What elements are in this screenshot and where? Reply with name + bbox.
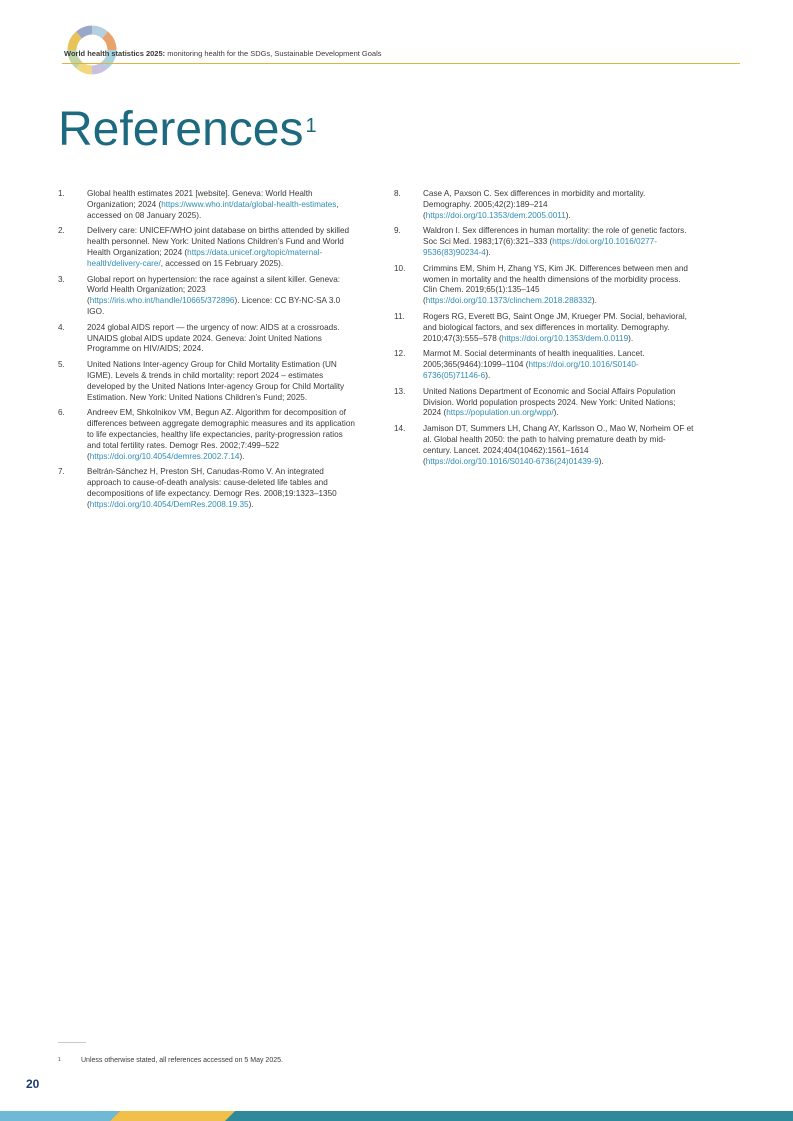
- reference-citation: Andreev EM, Shkolnikov VM, Begun AZ. Algorithm for decomposition of differences between aggregate demographic measures and its application to life expectancies, healthy life expectancies, parity-progression ratios and total fertility rates. Demogr Res. 2002;7:499–522 (: [87, 408, 355, 461]
- reference-text: [423, 424, 694, 467]
- reference-item: [394, 226, 694, 258]
- reference-number: 12.: [394, 349, 406, 359]
- header-title-bold: World health statistics 2025:: [64, 49, 166, 58]
- reference-item: [394, 349, 694, 381]
- reference-citation: Crimmins EM, Shim H, Zhang YS, Kim JK. Differences between men and women in mortality and the health dimensions of the morbidity process. Clin Chem. 2019;65(1):135–145 (: [423, 263, 688, 306]
- reference-tail: ).: [239, 451, 245, 461]
- reference-tail: ).: [598, 456, 604, 466]
- header-title: [64, 49, 382, 58]
- reference-citation: Delivery care: UNICEF/WHO joint database on births attended by skilled health personnel. New York: United Nations Children’s Fund and World Health Organization; 2024 (: [87, 226, 350, 257]
- reference-tail: ).: [591, 296, 597, 306]
- reference-item: [394, 264, 694, 307]
- reference-item: [58, 189, 358, 221]
- reference-text: [87, 189, 358, 221]
- reference-citation: 2024 global AIDS report — the urgency of now: AIDS at a crossroads. UNAIDS global AIDS update 2024. Geneva: Joint United Nations Programme on HIV/AIDS; 2024.: [87, 322, 340, 354]
- reference-text: [423, 349, 694, 381]
- reference-text: [87, 226, 358, 269]
- reference-tail: ).: [628, 333, 634, 343]
- reference-item: [58, 275, 358, 318]
- reference-item: [58, 467, 358, 510]
- bottom-color-band: [0, 1111, 793, 1121]
- reference-number: 9.: [394, 226, 401, 236]
- header-rule: [62, 63, 740, 64]
- reference-link[interactable]: https://doi.org/10.4054/DemRes.2008.19.35: [89, 499, 249, 509]
- reference-text: [423, 312, 694, 344]
- reference-citation: Marmot M. Social determinants of health inequalities. Lancet. 2005;365(9464):1099–1104 (: [423, 349, 645, 370]
- reference-item: [394, 424, 694, 467]
- reference-link[interactable]: https://population.un.org/wpp/: [446, 408, 554, 418]
- reference-link[interactable]: https://doi.org/10.1016/S0140-6736(24)01439-9: [425, 456, 599, 466]
- reference-citation: United Nations Inter-agency Group for Child Mortality Estimation (UN IGME). Levels & trends in child mortality: report 2024 – estimates developed by the United Nations Inter-agency Group for Child Mortality Estimation. New York: United Nations Children’s Fund; 2025.: [87, 360, 345, 402]
- reference-link[interactable]: https://iris.who.int/handle/10665/372896: [89, 296, 235, 306]
- page-title-text: References: [58, 103, 304, 156]
- reference-citation: Global report on hypertension: the race against a silent killer. Geneva: World Health Organization; 2023 (: [87, 274, 341, 306]
- reference-citation: Case A, Paxson C. Sex differences in morbidity and mortality. Demography. 2005;42(2):189–214 (: [423, 189, 646, 220]
- references-right-column: [394, 189, 694, 472]
- reference-tail: ).: [565, 210, 571, 220]
- reference-number: 13.: [394, 386, 406, 396]
- reference-item: [58, 360, 358, 403]
- reference-number: 5.: [58, 360, 65, 370]
- reference-link[interactable]: https://data.unicef.org/topic/maternal-health/delivery-care/: [87, 247, 323, 268]
- reference-number: 10.: [394, 263, 406, 273]
- footnote-text: Unless otherwise stated, all references accessed on 5 May 2025.: [81, 1057, 283, 1064]
- reference-tail: ).: [485, 370, 491, 380]
- reference-text: [87, 323, 358, 355]
- reference-item: [394, 387, 694, 419]
- reference-text: [87, 275, 358, 318]
- reference-number: 3.: [58, 274, 65, 284]
- reference-tail: ). Licence: CC BY-NC-SA 3.0 IGO.: [87, 296, 341, 316]
- reference-item: [58, 408, 358, 462]
- reference-citation: Beltrán-Sánchez H, Preston SH, Canudas-Romo V. An integrated approach to cause-of-death analysis: cause-deleted life tables and decompositions of life expectancy. Demogr Res. 2008;19:1323–1350 (: [87, 467, 337, 509]
- footnote-rule: [58, 1042, 86, 1043]
- reference-text: [423, 226, 694, 258]
- reference-tail: ).: [553, 408, 559, 418]
- reference-text: [87, 360, 358, 403]
- reference-tail: ).: [485, 247, 491, 257]
- reference-text: [423, 189, 694, 221]
- footnote: [58, 1057, 283, 1064]
- reference-item: [394, 189, 694, 221]
- reference-citation: Jamison DT, Summers LH, Chang AY, Karlsson O., Mao W, Norheim OF et al. Global health 2050: the path to halving premature death by mid-century. Lancet. 2024;404(10462):1561–1614 (: [423, 424, 694, 466]
- title-footnote-marker: 1: [305, 115, 317, 137]
- footnote-marker: 1: [58, 1057, 61, 1063]
- references-left-column: [58, 189, 358, 516]
- reference-number: 6.: [58, 408, 65, 418]
- reference-link[interactable]: https://doi.org/10.1016/0277-9536(83)90234-4: [423, 237, 657, 257]
- reference-item: [394, 312, 694, 344]
- reference-citation: Rogers RG, Everett BG, Saint Onge JM, Krueger PM. Social, behavioral, and biological factors, and sex differences in mortality. Demography. 2010;47(3):555–578 (: [423, 311, 687, 343]
- reference-tail: , accessed on 08 January 2025).: [87, 199, 339, 220]
- reference-link[interactable]: https://www.who.int/data/global-health-estimates: [161, 199, 337, 209]
- reference-item: [58, 226, 358, 269]
- reference-item: [58, 323, 358, 355]
- reference-number: 4.: [58, 322, 65, 332]
- reference-link[interactable]: https://doi.org/10.1016/S0140-6736(05)71146-6: [423, 360, 639, 380]
- reference-number: 14.: [394, 424, 406, 434]
- reference-number: 8.: [394, 189, 401, 198]
- reference-text: [87, 467, 358, 510]
- reference-citation: United Nations Department of Economic and Social Affairs Population Division. World population prospects 2024. New York: United Nations; 2024 (: [423, 386, 676, 418]
- page-number: 20: [26, 1077, 40, 1091]
- reference-citation: Global health estimates 2021 [website]. Geneva: World Health Organization; 2024 (: [87, 189, 313, 209]
- reference-number: 11.: [394, 311, 405, 321]
- reference-number: 1.: [58, 189, 65, 198]
- page-title: [58, 103, 317, 156]
- reference-text: [423, 387, 694, 419]
- header-title-rest: monitoring health for the SDGs, Sustainable Development Goals: [165, 49, 382, 58]
- reference-text: [87, 408, 358, 462]
- reference-tail: ).: [248, 499, 254, 509]
- reference-link[interactable]: https://doi.org/10.1353/dem.0.0119: [501, 333, 629, 343]
- reference-tail: , accessed on 15 February 2025).: [160, 258, 284, 268]
- reference-link[interactable]: https://doi.org/10.1353/dem.2005.0011: [425, 210, 566, 220]
- reference-text: [423, 264, 694, 307]
- reference-link[interactable]: https://doi.org/10.1373/clinchem.2018.288332: [425, 296, 592, 306]
- reference-citation: Waldron I. Sex differences in human mortality: the role of genetic factors. Soc Sci Med. 1983;17(6):321–333 (: [423, 226, 687, 247]
- reference-link[interactable]: https://doi.org/10.4054/demres.2002.7.14: [89, 451, 240, 461]
- reference-number: 2.: [58, 226, 65, 236]
- reference-number: 7.: [58, 467, 65, 477]
